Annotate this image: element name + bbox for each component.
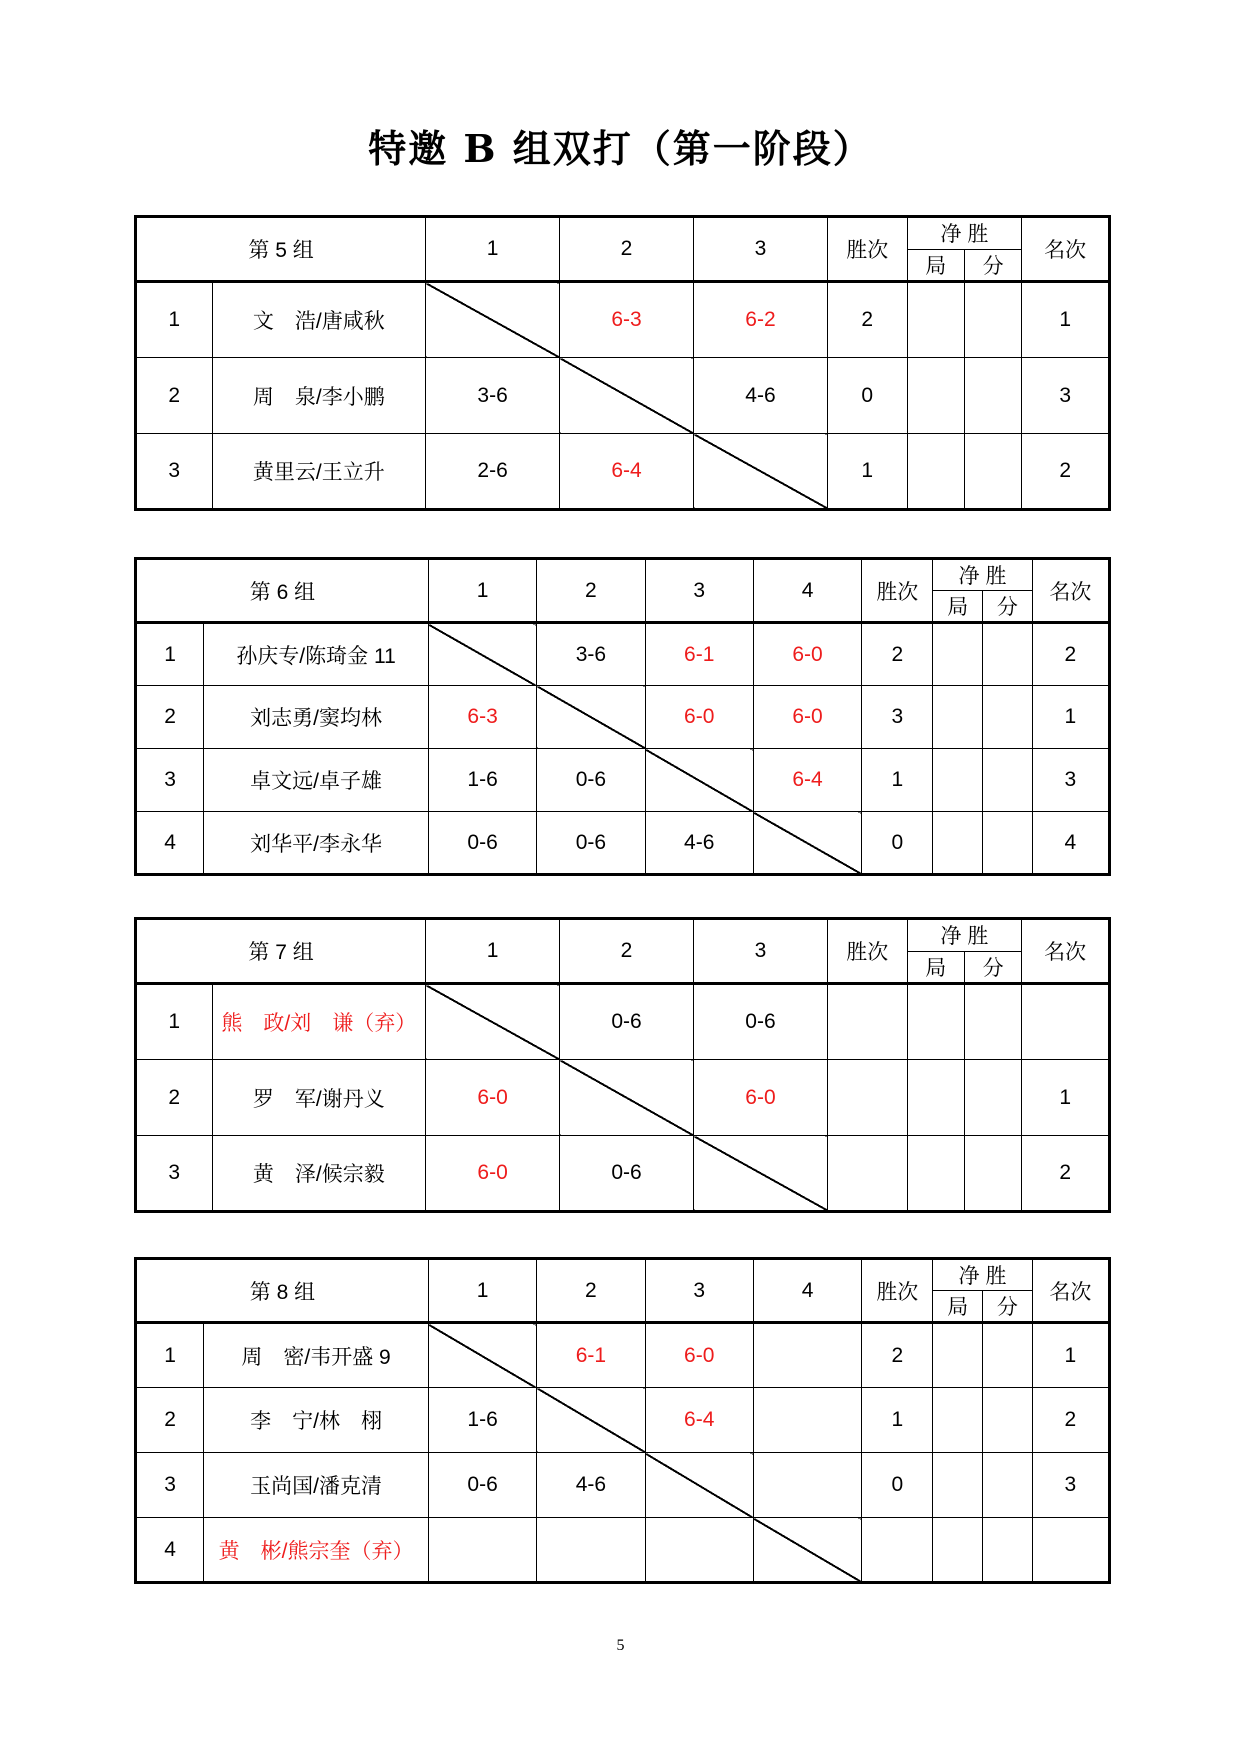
net-points: [964, 358, 1021, 434]
net-games: [907, 358, 964, 434]
games-header: 局: [933, 591, 983, 621]
score-cell: 6-1: [537, 1323, 645, 1388]
score-cell: 6-0: [426, 1136, 560, 1212]
rank: [1032, 1518, 1109, 1583]
column-header: 1: [426, 217, 560, 282]
player-pair: 周 密/韦开盛 9: [204, 1323, 429, 1388]
score-cell: 0-6: [560, 984, 694, 1060]
win-count: 1: [862, 749, 933, 812]
win-count: 2: [862, 623, 933, 686]
net-points: [964, 1060, 1021, 1136]
diagonal-cell: [753, 1518, 861, 1583]
group-name: 第 8 组: [136, 1259, 429, 1323]
score-cell: [753, 1323, 861, 1388]
score-cell: 6-4: [645, 1388, 753, 1453]
net-points: [982, 812, 1032, 875]
seed-number: 3: [136, 1136, 213, 1212]
win-count: 0: [862, 812, 933, 875]
score-cell: 6-4: [753, 749, 861, 812]
diagonal-cell: [537, 686, 645, 749]
score-cell: 3-6: [537, 623, 645, 686]
score-cell: 0-6: [428, 1453, 536, 1518]
seed-number: 3: [136, 434, 213, 510]
rank-header: 名次: [1032, 1259, 1109, 1323]
table-row: [136, 1388, 1110, 1453]
column-header: 3: [694, 919, 828, 984]
seed-number: 2: [136, 1060, 213, 1136]
table-row: [136, 434, 1110, 510]
player-pair: 文 浩/唐咸秋: [212, 282, 426, 358]
rank: 3: [1032, 1453, 1109, 1518]
group-name: 第 6 组: [136, 559, 429, 623]
rank: 2: [1032, 1388, 1109, 1453]
net-points: [982, 686, 1032, 749]
win-count: [862, 1518, 933, 1583]
column-header: 4: [753, 1259, 861, 1323]
player-pair: 罗 军/谢丹义: [212, 1060, 426, 1136]
player-pair: 熊 政/刘 谦（弃）: [212, 984, 426, 1060]
seed-number: 4: [136, 1518, 204, 1583]
player-pair: 李 宁/林 栩: [204, 1388, 429, 1453]
table-row: [136, 1518, 1110, 1583]
net-games: [933, 812, 982, 875]
rank: 2: [1022, 434, 1110, 510]
points-header: 分: [982, 956, 1004, 980]
rank-header: 名次: [1022, 217, 1110, 282]
rank: 2: [1032, 623, 1109, 686]
column-header: 2: [560, 919, 694, 984]
score-cell: 1-6: [428, 1388, 536, 1453]
player-pair: 黄 彬/熊宗奎（弃）: [204, 1518, 429, 1583]
score-cell: 6-3: [428, 686, 536, 749]
score-cell: 0-6: [428, 812, 536, 875]
score-cell: 6-1: [645, 623, 753, 686]
rank: 3: [1022, 358, 1110, 434]
player-pair: 玉尚国/潘克清: [204, 1453, 429, 1518]
diagonal-cell: [560, 358, 694, 434]
net-games: [907, 434, 964, 510]
net-points: [964, 984, 1021, 1060]
games-header: 局: [908, 250, 965, 281]
score-cell: 3-6: [426, 358, 560, 434]
column-header: 2: [560, 217, 694, 282]
net-win-header: [907, 217, 1022, 282]
rank: 1: [1022, 1060, 1110, 1136]
points-header: 分: [982, 254, 1004, 278]
group-table: [134, 917, 1111, 1213]
score-cell: [645, 1518, 753, 1583]
net-points: [982, 1388, 1032, 1453]
score-cell: [537, 1518, 645, 1583]
score-cell: 1-6: [428, 749, 536, 812]
net-win-label: 净 胜: [908, 920, 1022, 952]
net-points: [982, 1453, 1032, 1518]
score-cell: 6-0: [645, 686, 753, 749]
score-cell: 6-0: [753, 686, 861, 749]
diagonal-cell: [428, 1323, 536, 1388]
seed-number: 1: [136, 984, 213, 1060]
net-games: [933, 1518, 982, 1583]
seed-number: 2: [136, 1388, 204, 1453]
player-pair: 黄里云/王立升: [212, 434, 426, 510]
player-pair: 刘华平/李永华: [204, 812, 429, 875]
diagonal-cell: [428, 623, 536, 686]
score-cell: [428, 1518, 536, 1583]
rank: [1022, 984, 1110, 1060]
player-pair: 孙庆专/陈琦金 11: [204, 623, 429, 686]
column-header: 3: [645, 1259, 753, 1323]
win-count: 0: [862, 1453, 933, 1518]
score-cell: [753, 1388, 861, 1453]
net-games: [907, 1136, 964, 1212]
score-cell: 4-6: [694, 358, 828, 434]
diagonal-cell: [560, 1060, 694, 1136]
rank: 2: [1022, 1136, 1110, 1212]
score-cell: 6-0: [753, 623, 861, 686]
net-games: [933, 1323, 982, 1388]
player-pair: 刘志勇/窦均林: [204, 686, 429, 749]
score-cell: 6-3: [560, 282, 694, 358]
group-table: [134, 557, 1111, 876]
net-win-label: 净 胜: [908, 218, 1022, 250]
table-row: [136, 1060, 1110, 1136]
diagonal-cell: [537, 1388, 645, 1453]
net-win-header: [933, 559, 1032, 623]
rank-header: 名次: [1022, 919, 1110, 984]
score-cell: 0-6: [537, 812, 645, 875]
win-count-header: 胜次: [827, 919, 907, 984]
diagonal-cell: [645, 749, 753, 812]
score-cell: 0-6: [560, 1136, 694, 1212]
score-cell: 6-4: [560, 434, 694, 510]
win-count: 3: [862, 686, 933, 749]
net-points: [964, 282, 1021, 358]
diagonal-cell: [645, 1453, 753, 1518]
column-header: 4: [753, 559, 861, 623]
net-games: [933, 623, 982, 686]
net-points: [964, 434, 1021, 510]
net-win-header: [907, 919, 1022, 984]
win-count-header: 胜次: [827, 217, 907, 282]
seed-number: 2: [136, 358, 213, 434]
seed-number: 3: [136, 1453, 204, 1518]
diagonal-cell: [426, 984, 560, 1060]
column-header: 1: [428, 1259, 536, 1323]
net-points: [982, 1518, 1032, 1583]
table-row: [136, 358, 1110, 434]
rank: 1: [1032, 1323, 1109, 1388]
table-row: [136, 749, 1110, 812]
page-title: 特邀 B 组双打（第一阶段）: [368, 126, 873, 171]
table-row: [136, 282, 1110, 358]
player-pair: 周 泉/李小鹏: [212, 358, 426, 434]
games-header: 局: [908, 952, 965, 983]
net-points: [982, 1323, 1032, 1388]
rank: 3: [1032, 749, 1109, 812]
score-cell: 4-6: [537, 1453, 645, 1518]
rank: 1: [1032, 686, 1109, 749]
win-count: 1: [862, 1388, 933, 1453]
score-cell: 4-6: [645, 812, 753, 875]
player-pair: 卓文远/卓子雄: [204, 749, 429, 812]
win-count-header: 胜次: [862, 1259, 933, 1323]
column-header: 2: [537, 1259, 645, 1323]
table-row: [136, 1136, 1110, 1212]
group-name: 第 7 组: [136, 919, 426, 984]
win-count: 1: [827, 434, 907, 510]
table-row: [136, 686, 1110, 749]
seed-number: 1: [136, 1323, 204, 1388]
table-row: [136, 623, 1110, 686]
diagonal-cell: [426, 282, 560, 358]
column-header: 1: [426, 919, 560, 984]
net-win-label: 净 胜: [933, 560, 1031, 591]
net-games: [907, 282, 964, 358]
net-win-label: 净 胜: [933, 1260, 1031, 1291]
win-count: [827, 1060, 907, 1136]
score-cell: 6-0: [426, 1060, 560, 1136]
group-name: 第 5 组: [136, 217, 426, 282]
win-count: [827, 984, 907, 1060]
net-points: [982, 749, 1032, 812]
rank-header: 名次: [1032, 559, 1109, 623]
net-games: [933, 749, 982, 812]
page-number: 5: [616, 1637, 625, 1654]
net-games: [933, 1388, 982, 1453]
points-header: 分: [996, 596, 1018, 619]
seed-number: 1: [136, 282, 213, 358]
column-header: 2: [537, 559, 645, 623]
group-table: [134, 215, 1111, 511]
games-header: 局: [933, 1291, 983, 1321]
seed-number: 3: [136, 749, 204, 812]
table-row: [136, 1323, 1110, 1388]
table-row: [136, 812, 1110, 875]
seed-number: 1: [136, 623, 204, 686]
score-cell: 0-6: [537, 749, 645, 812]
score-cell: 0-6: [694, 984, 828, 1060]
score-cell: 6-0: [694, 1060, 828, 1136]
win-count: 2: [827, 282, 907, 358]
net-win-header: [933, 1259, 1032, 1323]
rank: 4: [1032, 812, 1109, 875]
column-header: 3: [694, 217, 828, 282]
net-games: [907, 1060, 964, 1136]
group-table: [134, 1257, 1111, 1584]
net-games: [933, 686, 982, 749]
win-count: [827, 1136, 907, 1212]
win-count: 2: [862, 1323, 933, 1388]
win-count-header: 胜次: [862, 559, 933, 623]
score-cell: 2-6: [426, 434, 560, 510]
net-games: [933, 1453, 982, 1518]
diagonal-cell: [694, 434, 828, 510]
player-pair: 黄 泽/候宗毅: [212, 1136, 426, 1212]
column-header: 1: [428, 559, 536, 623]
rank: 1: [1022, 282, 1110, 358]
score-cell: 6-2: [694, 282, 828, 358]
net-points: [964, 1136, 1021, 1212]
diagonal-cell: [694, 1136, 828, 1212]
diagonal-cell: [753, 812, 861, 875]
seed-number: 2: [136, 686, 204, 749]
net-games: [907, 984, 964, 1060]
column-header: 3: [645, 559, 753, 623]
table-row: [136, 1453, 1110, 1518]
points-header: 分: [996, 1296, 1018, 1319]
net-points: [982, 623, 1032, 686]
win-count: 0: [827, 358, 907, 434]
table-row: [136, 984, 1110, 1060]
seed-number: 4: [136, 812, 204, 875]
score-cell: [753, 1453, 861, 1518]
score-cell: 6-0: [645, 1323, 753, 1388]
